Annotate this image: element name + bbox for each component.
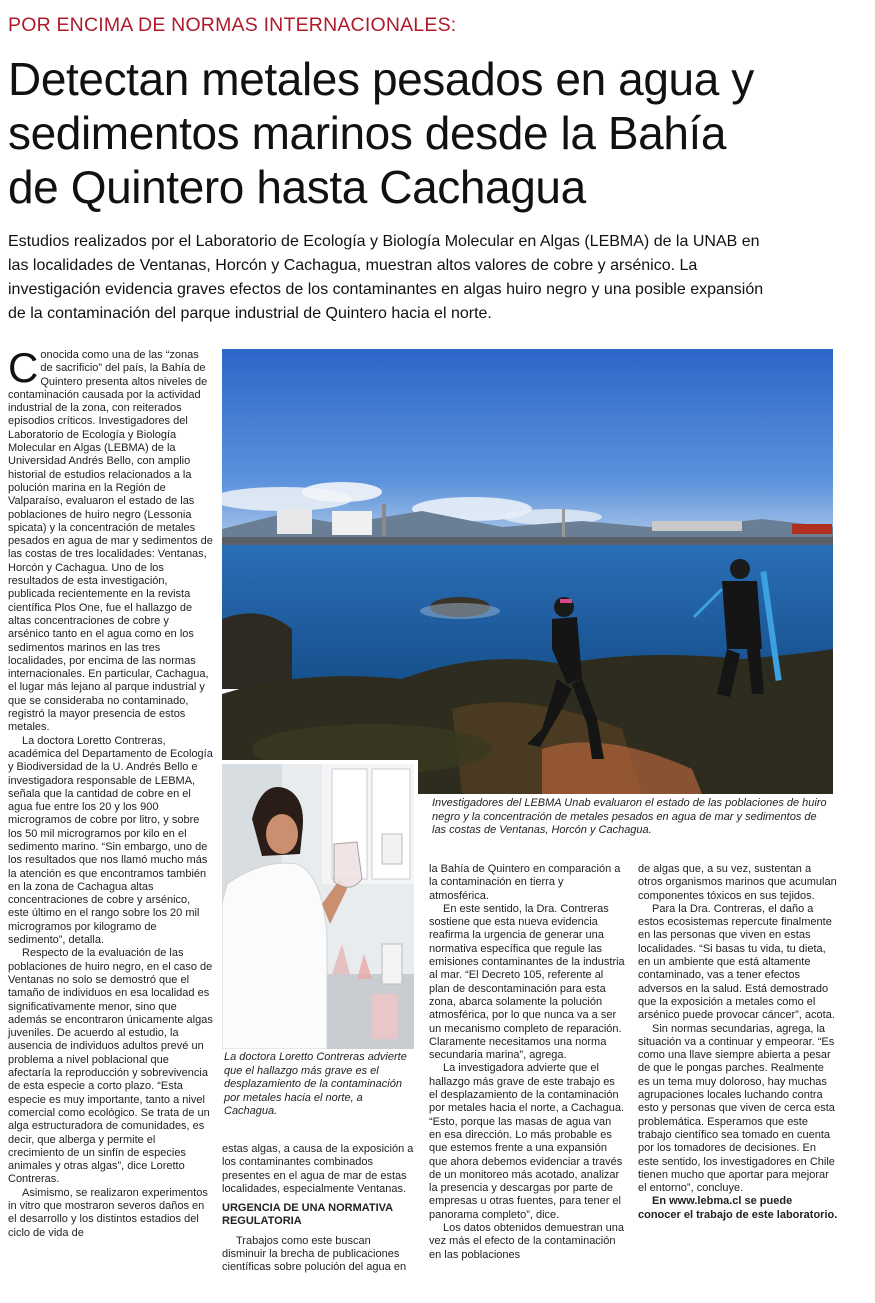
- paragraph: La doctora Loretto Contreras, académica del Departamento de Ecología y Biodiversidad de la U. Andrés Bello e investigadora responsable de LEBMA, señala que la cantidad de cobre en el agua fue entre los 20 y los 900 microgramos de cobre por litro, y sobre los 50 mil microgramos por kilo en el sedimento marino. “Sin embargo, uno de los resultados que nos llamó mucho más la atención es que encontramos también en la zona de Cachagua altas concentraciones de cobre y arsénico, este último en el rango sobre los 20 mil microgramos por kilogramo de sedimento”, detalla.: [8, 734, 213, 947]
- lead-line: de la contaminación del parque industrial de Quintero hacia el norte.: [8, 305, 492, 322]
- body-column-4: [638, 863, 838, 1222]
- paragraph-text: onocida como una de las “zonas de sacrificio” del país, la Bahía de Quintero presenta altos niveles de contaminación causada por la actividad industrial de la zona, con reiterados episodios críticos. Investigadores del Laboratorio de Ecología y Biología Molecular en Algas (LEBMA) de la Universidad Andrés Bello, con amplio historial de estudios relacionados a la polución marina en la Región de Valparaíso, evaluaron el estado de las poblaciones de huiro negro (Lessonia spicata) y la concentración de metales pesados en agua de mar y sedimentos de las costas de tres localidades: Ventanas, Horcón y Cachagua. Uno de los resultados de esta investigación, publicada recientemente en la revista científica Plos One, fue el hallazgo de altas concentraciones de cobre y arsénico tanto en el agua como en los sedimentos marinos en las tres localidades, por encima de las normas internacionales. En particular, Cachagua, el lugar más lejano al parque industrial y que se consideraba no contaminado, registró la mayor presencia de estos metales.: [8, 349, 213, 734]
- drop-cap: C: [8, 344, 39, 391]
- lead-line: Estudios realizados por el Laboratorio de Ecología y Biología Molecular en Algas (LEBMA) de la UNAB en: [8, 233, 760, 250]
- caption-doctor-photo: La doctora Loretto Contreras advierte que el hallazgo más grave es el desplazamiento de la contaminación por metales hacia el norte, a Cachagua.: [224, 1051, 407, 1117]
- paragraph: estas algas, a causa de la exposición a los contaminantes combinados presentes en el agua de mar de estas localidades, especialmente Ventanas.: [222, 1143, 414, 1195]
- caption-main-photo: Investigadores del LEBMA Unab evaluaron el estado de las poblaciones de huiro negro y la concentración de metales pesados en agua de mar y sedimentos de las costas de Ventanas, Horcón y Cachagua.: [432, 797, 827, 836]
- paragraph: La investigadora advierte que el hallazgo más grave de este trabajo es el desplazamiento de la contaminación por metales hacia el norte, a Cachagua. “Esto, porque las masas de agua van en esa dirección. Lo más probable es que estemos frente a una expansión que ahora debemos evidenciar a través de un monitoreo más acotado, analizar la presencia y descargas por parte de empresas u otras fuentes, para tener el panorama completo”, dice.: [429, 1062, 625, 1221]
- headline-line: Detectan metales pesados en agua y: [8, 53, 754, 105]
- paragraph: Trabajos como este buscan disminuir la brecha de publicaciones científicas sobre polución del agua en: [222, 1234, 407, 1274]
- paragraph: Para la Dra. Contreras, el daño a estos ecosistemas repercute finalmente en las personas que viven en estas localidades. “Si basas tu vida, tu dieta, en un ambiente que está altamente contaminado, vas a tener efectos adversos en la salud. Está demostrado que la exposición a metales como el arsénico puede provocar cáncer”, acota.: [638, 902, 835, 1022]
- photo-divers-coast: [222, 349, 833, 794]
- headline-line: sedimentos marinos desde la Bahía: [8, 107, 727, 159]
- article-headline: [8, 52, 868, 214]
- coast-photo-illustration: [222, 349, 833, 794]
- paragraph: Asimismo, se realizaron experimentos in vitro que mostraron severos daños en el desarrollo y los distintos estadios del ciclo de vida de: [8, 1186, 208, 1239]
- lead-line: las localidades de Ventanas, Horcón y Cachagua, muestran altos valores de cobre y arsénico. La: [8, 257, 698, 274]
- paragraph: Los datos obtenidos demuestran una vez más el efecto de la contaminación en las poblaciones: [429, 1222, 625, 1261]
- headline-line: de Quintero hasta Cachagua: [8, 161, 586, 213]
- paragraph: [8, 344, 213, 735]
- doctor-photo-illustration: [222, 764, 414, 1049]
- photo-doctor-lab: [222, 760, 418, 1049]
- body-column-3: [429, 863, 625, 1262]
- paragraph: Sin normas secundarias, agrega, la situación va a continuar y empeorar. “Es como una llave siempre abierta a pesar de que le pongas parches. Realmente es un tema muy doloroso, hay muchas agrupaciones locales luchando contra esto y personas que viven de cerca esta problemática. Esperamos que este trabajo científico sea tomado en cuenta por los tomadores de decisiones. En este sentido, los investigadores en Chile tienen mucho que aportar para mejorar el entorno”, concluye.: [638, 1022, 835, 1195]
- paragraph: de algas que, a su vez, sustentan a otros organismos marinos que acumulan componentes tóxicos en sus tejidos.: [638, 863, 837, 902]
- website-note: En www.lebma.cl se puede conocer el trabajo de este laboratorio.: [638, 1195, 838, 1221]
- paragraph: Respecto de la evaluación de las poblaciones de huiro negro, en el caso de Ventanas no solo se demostró que el tamaño de individuos en esa localidad es significativamente menor, sino que además se encontraron únicamente algas juveniles. De acuerdo al estudio, la ausencia de individuos adultos prevé un problema a nivel poblacional que afectaría la reproducción y sobrevivencia de esta especie a corto plazo. “Esta especie es muy importante, tanto a nivel comercial como ecológico. Se trata de un alga estructuradora de comunidades, es decir, que alberga y permite el crecimiento de un sinfín de especies animales y otras algas”, dice Loretto Contreras.: [8, 947, 213, 1186]
- paragraph: la Bahía de Quintero en comparación a la contaminación en tierra y atmosférica.: [429, 863, 621, 902]
- body-column-2: [222, 1143, 414, 1275]
- body-column-1: [8, 344, 213, 1240]
- article-lead: [8, 230, 870, 326]
- section-kicker: POR ENCIMA DE NORMAS INTERNACIONALES:: [8, 14, 457, 36]
- subheading: URGENCIA DE UNA NORMATIVA REGULATORIA: [222, 1202, 393, 1228]
- paragraph: En este sentido, la Dra. Contreras sostiene que esta nueva evidencia reafirma la urgencia de generar una normativa específica que regule las emisiones contaminantes de la industria al mar. “El Decreto 105, referente al plan de descontaminación para esta zona, abarca solamente la polución atmosférica, por lo que nunca va a ser un mecanismo completo de reparación. Claramente necesitamos una norma secundaria marina”, agrega.: [429, 902, 625, 1062]
- lead-line: investigación evidencia graves efectos de los contaminantes en algas huiro negro y una posible expansión: [8, 281, 764, 298]
